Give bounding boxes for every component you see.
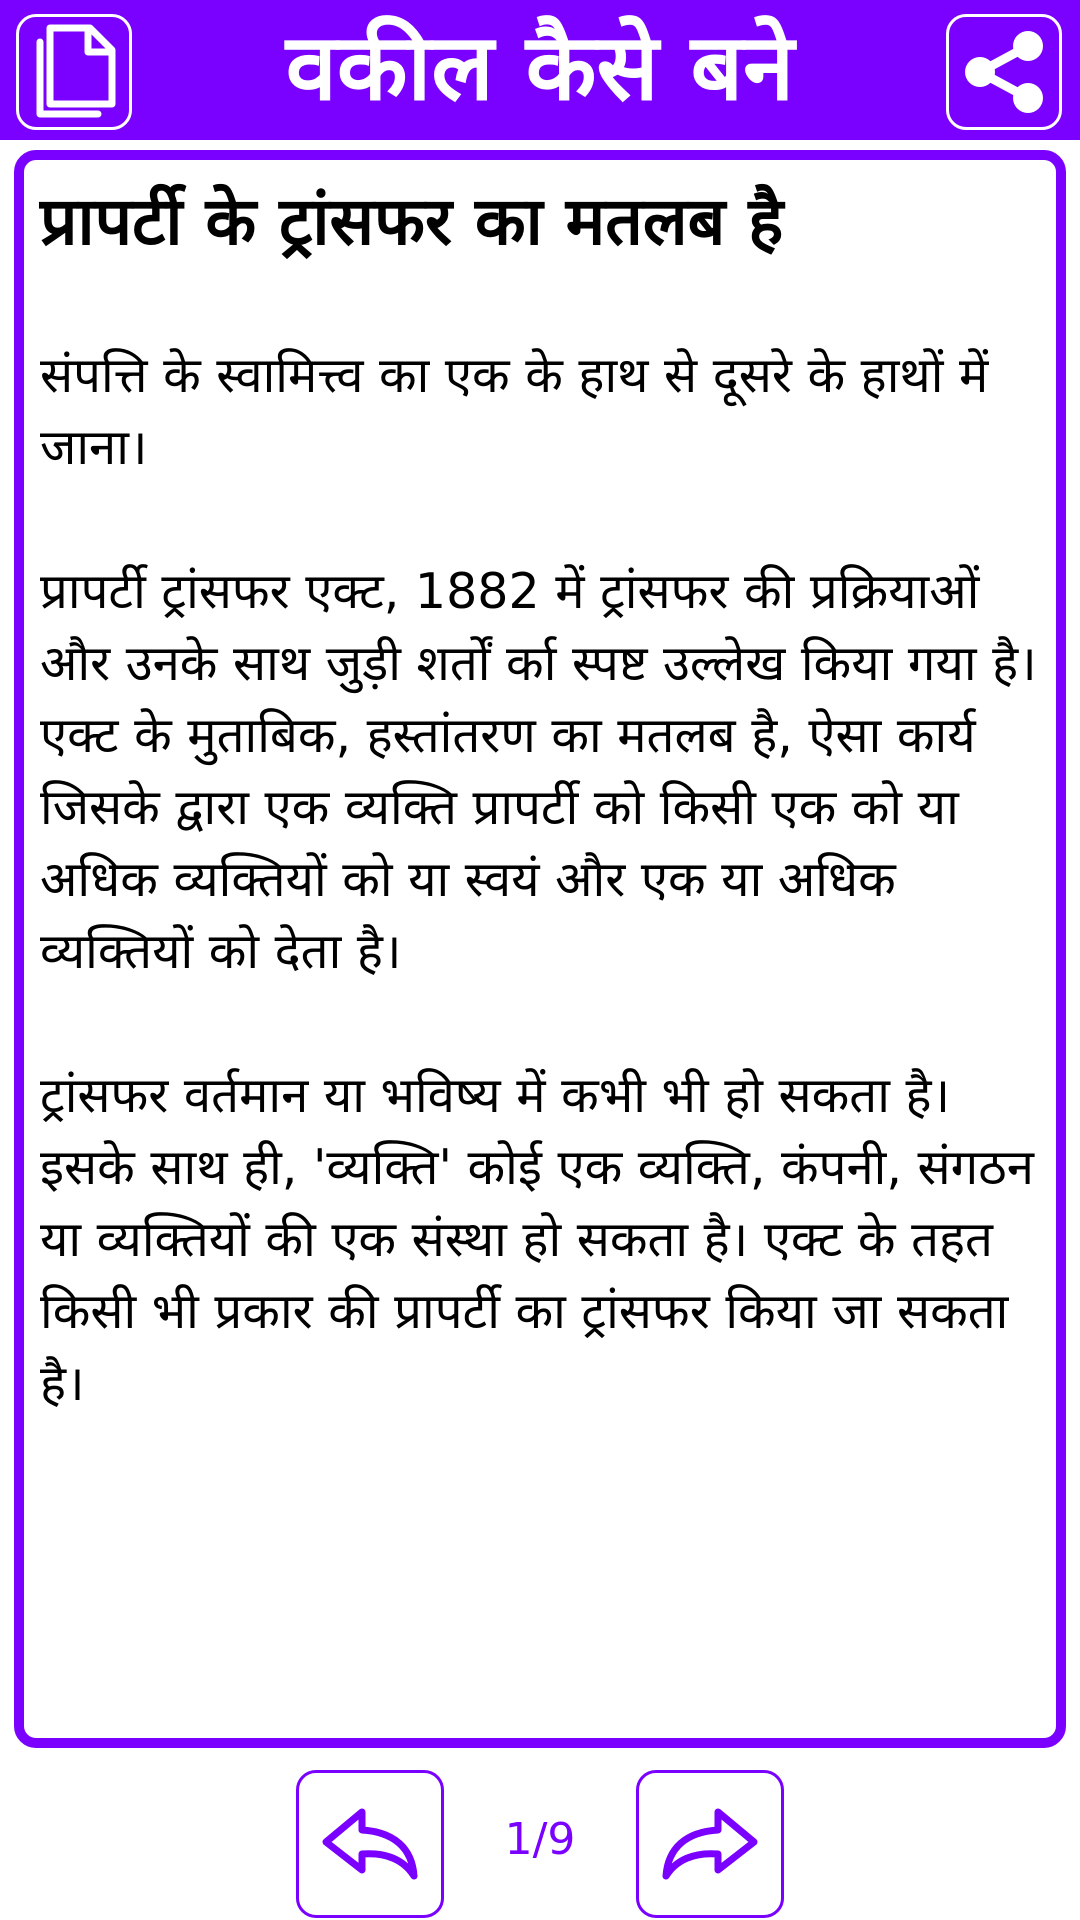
copy-icon	[28, 24, 120, 120]
copy-button[interactable]	[16, 14, 132, 130]
article-paragraph: ट्रांसफर वर्तमान या भविष्य में कभी भी हो सकता है। इसके साथ ही, 'व्यक्ति' कोई एक व्यक्ति, कंपनी, संगठन या व्यक्तियों की एक संस्था हो सकता है। एक्ट के तहत किसी भी प्रकार की प्रापर्टी का ट्रांसफर किया जा सकता है।	[40, 1067, 1034, 1412]
forward-arrow-icon	[658, 1804, 762, 1884]
article-container[interactable]	[14, 150, 1066, 1748]
pagination-bar	[0, 1760, 1080, 1920]
next-page-button[interactable]	[636, 1770, 784, 1918]
article-title: प्रापर्टी के ट्रांसफर का मतलब है	[40, 183, 784, 260]
previous-page-button[interactable]	[296, 1770, 444, 1918]
share-icon	[956, 24, 1052, 120]
app-header	[0, 0, 1080, 140]
back-arrow-icon	[318, 1804, 422, 1884]
app-title: वकील कैसे बने	[285, 14, 795, 121]
share-button[interactable]	[946, 14, 1062, 130]
article-paragraph: प्रापर्टी ट्रांसफर एक्ट, 1882 में ट्रांसफर की प्रक्रियाओं और उनके साथ जुड़ी शर्तों र्का स्पष्ट उल्लेख किया गया है। एक्ट के मुताबिक, हस्तांतरण का मतलब है, ऐसा कार्य जिसके द्वारा एक व्यक्ति प्रापर्टी को किसी एक को या अधिक व्यक्तियों को या स्वयं और एक या अधिक व्यक्तियों को देता है।	[40, 563, 1037, 980]
page-indicator: 1/9	[504, 1814, 576, 1865]
article-body	[40, 340, 1050, 1492]
article-paragraph: संपत्ति के स्वामित्त्व का एक के हाथ से दूसरे के हाथों में जाना।	[40, 347, 989, 476]
